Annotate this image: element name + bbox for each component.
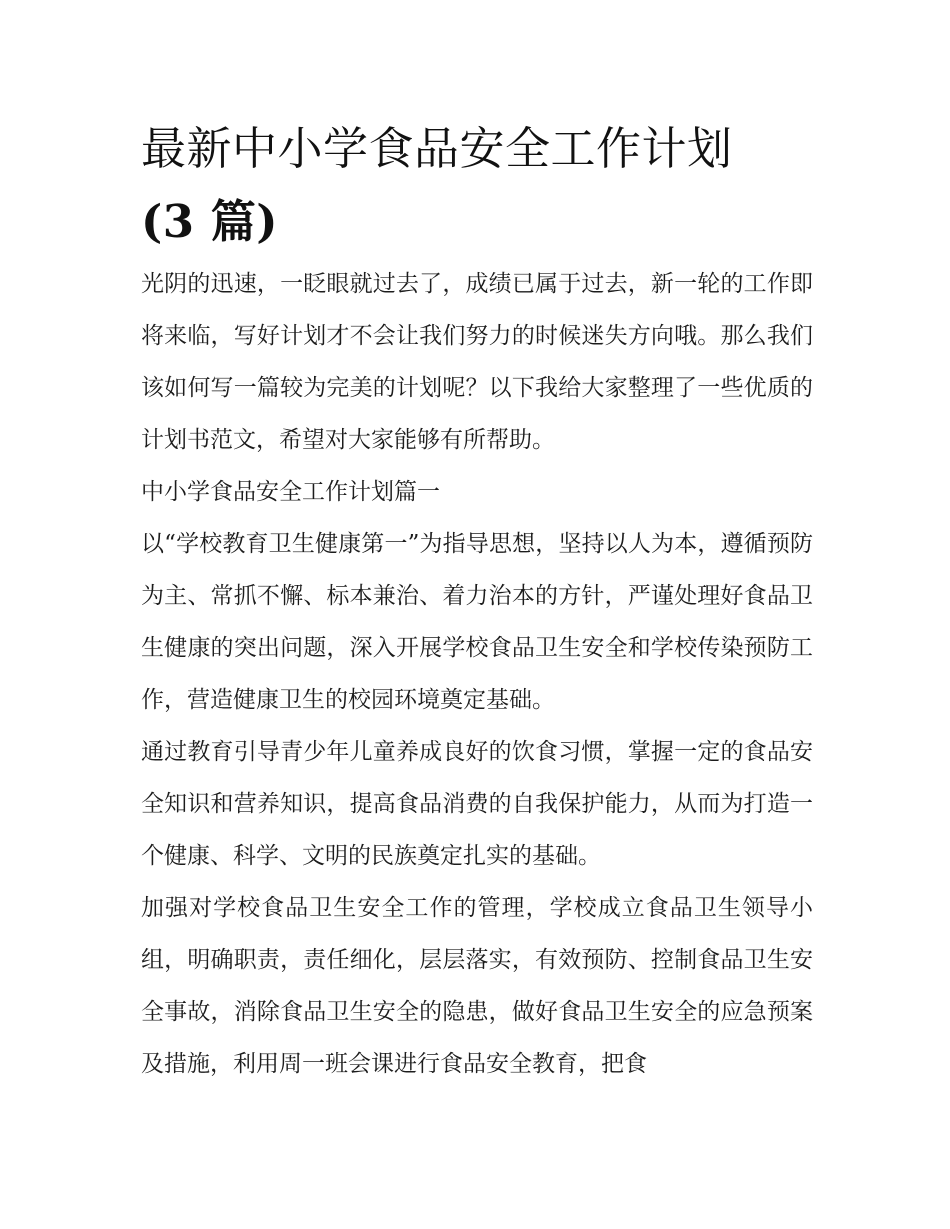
title-line-1: 最新中小学食品安全工作计划 (141, 122, 733, 175)
title-line-2: (3 篇) (141, 195, 279, 248)
body-paragraph: 通过教育引导青少年儿童养成良好的饮食习惯，掌握一定的食品安全知识和营养知识，提高食品消费的自我保护能力，从而为打造一个健康、科学、文明的民族奠定扎实的基础。 (141, 739, 813, 869)
body-paragraph: 以“学校教育卫生健康第一”为指导思想，坚持以人为本，遵循预防为主、常抓不懈、标本兼治、着力治本的方针，严谨处理好食品卫生健康的突出问题，深入开展学校食品卫生安全和学校传染预防工作，营造健康卫生的校园环境奠定基础。 (141, 531, 813, 713)
body-paragraph: 加强对学校食品卫生安全工作的管理，学校成立食品卫生领导小组，明确职责，责任细化，层层落实，有效预防、控制食品卫生安全事故，消除食品卫生安全的隐患，做好食品卫生安全的应急预案及措施，利用周一班会课进行食品安全教育，把食 (141, 895, 813, 1077)
document-title (141, 112, 813, 258)
intro-paragraph: 光阴的迅速，一眨眼就过去了，成绩已属于过去，新一轮的工作即将来临，写好计划才不会让我们努力的时候迷失方向哦。那么我们该如何写一篇较为完美的计划呢？以下我给大家整理了一些优质的计划书范文，希望对大家能够有所帮助。 (141, 271, 813, 453)
section-heading: 中小学食品安全工作计划篇一 (141, 479, 440, 505)
document-body (141, 112, 813, 1090)
